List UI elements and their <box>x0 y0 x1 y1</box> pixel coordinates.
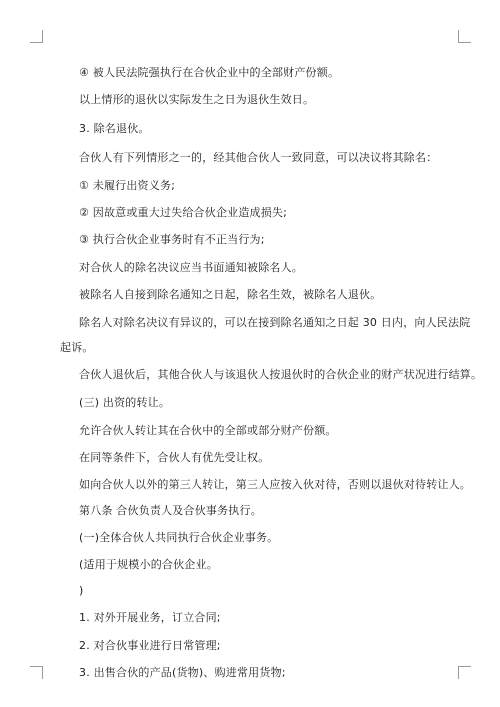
crop-mark-top-left <box>30 30 43 43</box>
section-heading: 第八条 合伙负责人及合伙事务执行。 <box>79 504 262 517</box>
list-item: 1. 对外开展业务，订立合同; <box>79 611 221 624</box>
crop-mark-bottom-left <box>30 666 43 679</box>
paragraph-line: 以上情形的退伙以实际发生之日为退伙生效日。 <box>79 93 315 106</box>
paragraph-line: 起诉。 <box>60 341 94 354</box>
section-heading: (三) 出资的转让。 <box>79 396 171 409</box>
list-item: 3. 出售合伙的产品(货物)、购进常用货物; <box>79 666 286 679</box>
paragraph-line: ④ 被人民法院强执行在合伙企业中的全部财产份额。 <box>79 66 340 79</box>
list-item: 2. 对合伙事业进行日常管理; <box>79 639 221 652</box>
paragraph-line: 如向合伙人以外的第三人转让，第三人应按入伙对待，否则以退伙对待转让人。 <box>79 478 471 491</box>
paragraph-line: 合伙人有下列情形之一的，经其他合伙人一致同意，可以决议将其除名： <box>79 151 438 164</box>
crop-mark-bottom-right <box>458 666 471 679</box>
paragraph-line: 在同等条件下，合伙人有优先受让权。 <box>79 451 270 464</box>
section-heading: (一)全体合伙人共同执行合伙企业事务。 <box>79 531 279 544</box>
crop-mark-top-right <box>458 30 471 43</box>
list-item: ② 因故意或重大过失给合伙企业造成损失; <box>79 206 288 219</box>
paragraph-line: (适用于规模小的合伙企业。 <box>79 558 218 571</box>
paragraph-line: 被除名人自接到除名通知之日起，除名生效，被除名人退伙。 <box>79 288 382 301</box>
section-heading: 3. 除名退伙。 <box>79 122 150 135</box>
list-item: ③ 执行合伙企业事务时有不正当行为; <box>79 233 265 246</box>
paragraph-line: 除名人对除名决议有异议的，可以在接到除名通知之日起 30 日内，向人民法院 <box>79 316 471 329</box>
paragraph-line: 对合伙人的除名决议应当书面通知被除名人。 <box>79 261 303 274</box>
paragraph-line: 允许合伙人转让其在合伙中的全部或部分财产份额。 <box>79 424 337 437</box>
paragraph-line: ) <box>79 584 84 597</box>
list-item: ① 未履行出资义务; <box>79 179 176 192</box>
paragraph-line: 合伙人退伙后，其他合伙人与该退伙人按退伙时的合伙企业的财产状况进行结算。 <box>79 368 483 381</box>
